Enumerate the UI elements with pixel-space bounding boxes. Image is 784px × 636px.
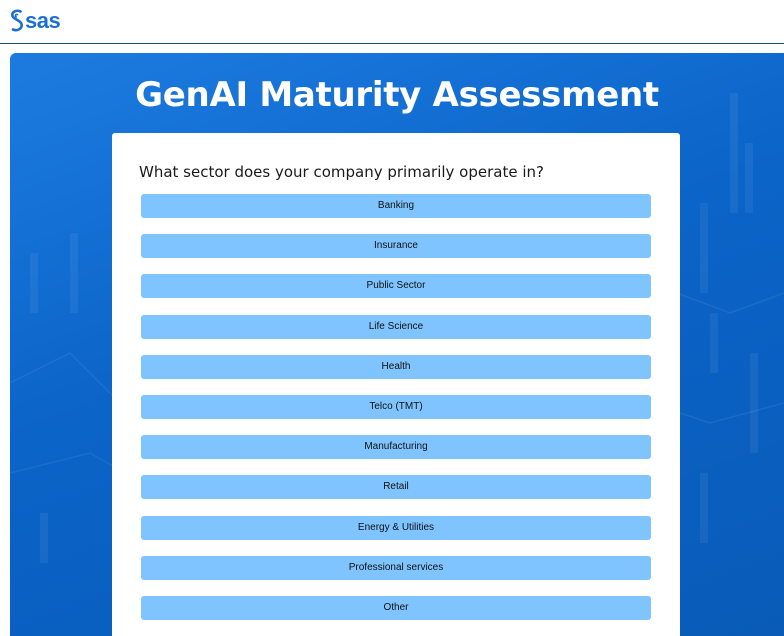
question-card (112, 133, 680, 636)
option-insurance-button[interactable]: Insurance (141, 234, 651, 258)
logo-wordmark: sas (25, 8, 61, 33)
option-energy-utilities-button[interactable]: Energy & Utilities (141, 516, 651, 540)
sas-s-logo-icon (10, 9, 24, 33)
option-other-button[interactable]: Other (141, 596, 651, 620)
option-professional-services-button[interactable]: Professional services (141, 556, 651, 580)
question-text: What sector does your company primarily operate in? (139, 163, 544, 181)
option-life-science-button[interactable]: Life Science (141, 315, 651, 339)
option-telco-button[interactable]: Telco (TMT) (141, 395, 651, 419)
sas-logo[interactable] (10, 8, 60, 34)
option-retail-button[interactable]: Retail (141, 475, 651, 499)
hero-section (10, 53, 784, 636)
option-health-button[interactable]: Health (141, 355, 651, 379)
sector-options-list (141, 194, 651, 636)
page-title: GenAI Maturity Assessment (135, 75, 659, 115)
option-public-sector-button[interactable]: Public Sector (141, 274, 651, 298)
top-bar (0, 0, 784, 44)
option-manufacturing-button[interactable]: Manufacturing (141, 435, 651, 459)
option-banking-button[interactable]: Banking (141, 194, 651, 218)
